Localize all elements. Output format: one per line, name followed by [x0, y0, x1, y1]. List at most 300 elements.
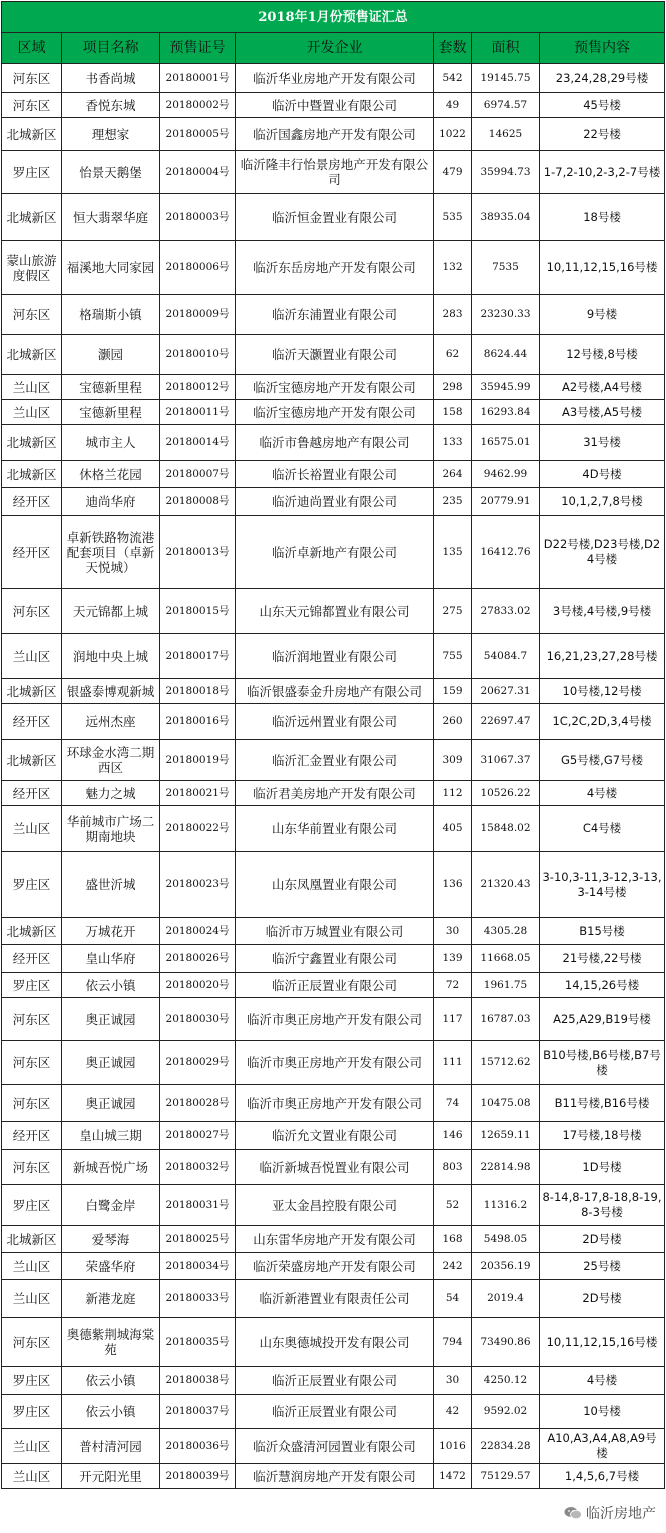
cell-area: 15712.62: [472, 1041, 540, 1085]
cell-district: 河东区: [2, 64, 62, 93]
cell-units: 159: [434, 679, 472, 704]
header-row: [2, 33, 665, 64]
cell-district: 经开区: [2, 781, 62, 806]
cell-units: 1016: [434, 1429, 472, 1464]
cell-project: 普村清河园: [62, 1429, 160, 1464]
cell-developer: 临沂正辰置业有限公司: [236, 1395, 434, 1429]
table-row: [2, 1253, 665, 1280]
cell-certificate: 20180034号: [160, 1253, 236, 1280]
cell-content: A25,A29,B19号楼: [540, 998, 665, 1041]
cell-developer: 临沂东岳房地产开发有限公司: [236, 241, 434, 295]
cell-district: 兰山区: [2, 375, 62, 400]
cell-developer: 山东华前置业有限公司: [236, 806, 434, 852]
cell-units: 803: [434, 1150, 472, 1185]
cell-district: 河东区: [2, 93, 62, 118]
cell-content: 1D号楼: [540, 1150, 665, 1185]
cell-developer: 临沂市奥正房地产开发有限公司: [236, 1041, 434, 1085]
cell-units: 72: [434, 973, 472, 998]
table-row: [2, 806, 665, 852]
table-row: [2, 64, 665, 93]
cell-certificate: 20180039号: [160, 1464, 236, 1489]
cell-content: 21号楼,22号楼: [540, 945, 665, 973]
table-row: [2, 1226, 665, 1253]
table-row: [2, 516, 665, 589]
cell-certificate: 20180024号: [160, 918, 236, 945]
cell-project: 银盛泰博观新城: [62, 679, 160, 704]
cell-certificate: 20180026号: [160, 945, 236, 973]
cell-developer: 临沂允文置业有限公司: [236, 1122, 434, 1150]
cell-district: 罗庄区: [2, 852, 62, 918]
cell-project: 理想家: [62, 118, 160, 151]
cell-project: 开元阳光里: [62, 1464, 160, 1489]
cell-district: 北城新区: [2, 1226, 62, 1253]
cell-area: 16787.03: [472, 998, 540, 1041]
cell-district: 兰山区: [2, 1253, 62, 1280]
cell-units: 112: [434, 781, 472, 806]
table-row: [2, 781, 665, 806]
cell-developer: 亚太金昌控股有限公司: [236, 1185, 434, 1226]
cell-content: 22号楼: [540, 118, 665, 151]
cell-units: 542: [434, 64, 472, 93]
cell-area: 10526.22: [472, 781, 540, 806]
cell-content: 31号楼: [540, 425, 665, 461]
cell-content: A3号楼,A5号楼: [540, 400, 665, 425]
cell-district: 河东区: [2, 998, 62, 1041]
cell-project: 宝德新里程: [62, 400, 160, 425]
cell-area: 12659.11: [472, 1122, 540, 1150]
cell-units: 136: [434, 852, 472, 918]
cell-project: 荣盛华府: [62, 1253, 160, 1280]
cell-certificate: 20180022号: [160, 806, 236, 852]
cell-project: 万城花开: [62, 918, 160, 945]
cell-units: 309: [434, 740, 472, 781]
header-developer: 开发企业: [236, 33, 434, 64]
cell-developer: 临沂市鲁越房地产有限公司: [236, 425, 434, 461]
table-row: [2, 93, 665, 118]
cell-certificate: 20180031号: [160, 1185, 236, 1226]
cell-developer: 临沂众盛清河园置业有限公司: [236, 1429, 434, 1464]
cell-certificate: 20180001号: [160, 64, 236, 93]
cell-district: 北城新区: [2, 425, 62, 461]
cell-units: 168: [434, 1226, 472, 1253]
cell-units: 111: [434, 1041, 472, 1085]
cell-project: 爱琴海: [62, 1226, 160, 1253]
cell-units: 1472: [434, 1464, 472, 1489]
cell-content: 2D号楼: [540, 1226, 665, 1253]
cell-certificate: 20180025号: [160, 1226, 236, 1253]
cell-content: 10号楼: [540, 1395, 665, 1429]
cell-district: 兰山区: [2, 634, 62, 679]
cell-project: 天元锦都上城: [62, 589, 160, 634]
cell-certificate: 20180003号: [160, 194, 236, 241]
cell-area: 4305.28: [472, 918, 540, 945]
cell-developer: 临沂新港置业有限责任公司: [236, 1280, 434, 1318]
cell-area: 22834.28: [472, 1429, 540, 1464]
cell-project: 恒大翡翠华庭: [62, 194, 160, 241]
cell-project: 卓新铁路物流港配套项目（卓新天悦城）: [62, 516, 160, 589]
cell-content: B10号楼,B6号楼,B7号楼: [540, 1041, 665, 1085]
cell-project: 香悦东城: [62, 93, 160, 118]
watermark-text: 临沂房地产: [586, 1506, 656, 1522]
table-row: [2, 241, 665, 295]
cell-developer: 临沂天灏置业有限公司: [236, 335, 434, 375]
cell-area: 6974.57: [472, 93, 540, 118]
cell-area: 23230.33: [472, 295, 540, 335]
cell-units: 405: [434, 806, 472, 852]
cell-project: 奥正诚园: [62, 1041, 160, 1085]
cell-certificate: 20180028号: [160, 1085, 236, 1122]
cell-area: 9462.99: [472, 461, 540, 488]
header-district: 区域: [2, 33, 62, 64]
cell-units: 139: [434, 945, 472, 973]
cell-units: 755: [434, 634, 472, 679]
cell-units: 535: [434, 194, 472, 241]
cell-area: 20356.19: [472, 1253, 540, 1280]
cell-content: B11号楼,B16号楼: [540, 1085, 665, 1122]
cell-project: 怡景天鹅堡: [62, 151, 160, 194]
cell-certificate: 20180009号: [160, 295, 236, 335]
cell-area: 5498.05: [472, 1226, 540, 1253]
table-row: [2, 194, 665, 241]
cell-area: 11316.2: [472, 1185, 540, 1226]
cell-content: 8-14,8-17,8-18,8-19,8-3号楼: [540, 1185, 665, 1226]
cell-units: 1022: [434, 118, 472, 151]
cell-units: 49: [434, 93, 472, 118]
cell-content: 4D号楼: [540, 461, 665, 488]
cell-developer: 临沂国鑫房地产开发有限公司: [236, 118, 434, 151]
cell-project: 依云小镇: [62, 1367, 160, 1395]
cell-developer: 临沂长裕置业有限公司: [236, 461, 434, 488]
cell-units: 479: [434, 151, 472, 194]
watermark: [562, 1503, 658, 1523]
cell-certificate: 20180007号: [160, 461, 236, 488]
cell-content: 4号楼: [540, 781, 665, 806]
header-project: 项目名称: [62, 33, 160, 64]
cell-area: 9592.02: [472, 1395, 540, 1429]
cell-units: 52: [434, 1185, 472, 1226]
cell-project: 皇山华府: [62, 945, 160, 973]
cell-developer: 临沂正辰置业有限公司: [236, 1367, 434, 1395]
cell-units: 283: [434, 295, 472, 335]
cell-area: 11668.05: [472, 945, 540, 973]
cell-district: 北城新区: [2, 335, 62, 375]
cell-district: 河东区: [2, 589, 62, 634]
cell-certificate: 20180012号: [160, 375, 236, 400]
cell-units: 133: [434, 425, 472, 461]
cell-units: 42: [434, 1395, 472, 1429]
cell-developer: 临沂市万城置业有限公司: [236, 918, 434, 945]
cell-units: 54: [434, 1280, 472, 1318]
cell-certificate: 20180038号: [160, 1367, 236, 1395]
cell-content: A2号楼,A4号楼: [540, 375, 665, 400]
cell-project: 魅力之城: [62, 781, 160, 806]
cell-units: 74: [434, 1085, 472, 1122]
header-certificate: 预售证号: [160, 33, 236, 64]
cell-content: 23,24,28,29号楼: [540, 64, 665, 93]
cell-certificate: 20180027号: [160, 1122, 236, 1150]
cell-district: 蒙山旅游度假区: [2, 241, 62, 295]
cell-content: 4号楼: [540, 1367, 665, 1395]
table-row: [2, 1367, 665, 1395]
table-row: [2, 918, 665, 945]
cell-district: 兰山区: [2, 1464, 62, 1489]
table-row: [2, 151, 665, 194]
cell-project: 奥正诚园: [62, 1085, 160, 1122]
cell-certificate: 20180032号: [160, 1150, 236, 1185]
cell-area: 10475.08: [472, 1085, 540, 1122]
table-row: [2, 740, 665, 781]
cell-area: 73490.86: [472, 1318, 540, 1367]
cell-project: 城市主人: [62, 425, 160, 461]
table-row: [2, 375, 665, 400]
table-row: [2, 1041, 665, 1085]
table-body: [2, 64, 665, 1489]
table-row: [2, 1280, 665, 1318]
cell-project: 灏园: [62, 335, 160, 375]
table-row: [2, 1429, 665, 1464]
cell-project: 奥正诚园: [62, 998, 160, 1041]
cell-developer: 临沂新城吾悦置业有限公司: [236, 1150, 434, 1185]
cell-units: 132: [434, 241, 472, 295]
cell-certificate: 20180016号: [160, 704, 236, 740]
table-row: [2, 118, 665, 151]
cell-district: 北城新区: [2, 740, 62, 781]
cell-certificate: 20180008号: [160, 488, 236, 516]
cell-project: 迪尚华府: [62, 488, 160, 516]
cell-certificate: 20180017号: [160, 634, 236, 679]
table-row: [2, 634, 665, 679]
cell-certificate: 20180019号: [160, 740, 236, 781]
cell-project: 盛世沂城: [62, 852, 160, 918]
cell-developer: 山东凤凰置业有限公司: [236, 852, 434, 918]
table-row: [2, 679, 665, 704]
cell-developer: 临沂汇金置业有限公司: [236, 740, 434, 781]
cell-area: 38935.04: [472, 194, 540, 241]
cell-content: 1,4,5,6,7号楼: [540, 1464, 665, 1489]
cell-area: 35945.99: [472, 375, 540, 400]
cell-district: 兰山区: [2, 806, 62, 852]
cell-project: 宝德新里程: [62, 375, 160, 400]
cell-area: 1961.75: [472, 973, 540, 998]
cell-district: 北城新区: [2, 918, 62, 945]
cell-developer: 临沂远州置业有限公司: [236, 704, 434, 740]
cell-units: 298: [434, 375, 472, 400]
cell-district: 罗庄区: [2, 973, 62, 998]
cell-developer: 临沂宝德房地产开发有限公司: [236, 375, 434, 400]
cell-certificate: 20180033号: [160, 1280, 236, 1318]
cell-developer: 临沂银盛泰金升房地产有限公司: [236, 679, 434, 704]
table-row: [2, 589, 665, 634]
cell-certificate: 20180021号: [160, 781, 236, 806]
cell-district: 兰山区: [2, 400, 62, 425]
cell-content: 1C,2C,2D,3,4号楼: [540, 704, 665, 740]
cell-district: 罗庄区: [2, 1367, 62, 1395]
cell-certificate: 20180002号: [160, 93, 236, 118]
cell-developer: 临沂市奥正房地产开发有限公司: [236, 998, 434, 1041]
cell-project: 依云小镇: [62, 973, 160, 998]
cell-content: 14,15,26号楼: [540, 973, 665, 998]
cell-developer: 山东奥德城投开发有限公司: [236, 1318, 434, 1367]
cell-district: 经开区: [2, 1122, 62, 1150]
cell-certificate: 20180011号: [160, 400, 236, 425]
cell-developer: 临沂恒金置业有限公司: [236, 194, 434, 241]
table-row: [2, 1085, 665, 1122]
cell-content: 1-7,2-10,2-3,2-7号楼: [540, 151, 665, 194]
cell-area: 31067.37: [472, 740, 540, 781]
cell-district: 罗庄区: [2, 1395, 62, 1429]
cell-district: 经开区: [2, 516, 62, 589]
cell-content: 10号楼,12号楼: [540, 679, 665, 704]
cell-district: 北城新区: [2, 118, 62, 151]
cell-content: 25号楼: [540, 1253, 665, 1280]
cell-content: C4号楼: [540, 806, 665, 852]
cell-area: 16575.01: [472, 425, 540, 461]
cell-area: 19145.75: [472, 64, 540, 93]
cell-content: 9号楼: [540, 295, 665, 335]
cell-district: 北城新区: [2, 461, 62, 488]
cell-developer: 临沂华业房地产开发有限公司: [236, 64, 434, 93]
cell-developer: 临沂卓新地产有限公司: [236, 516, 434, 589]
cell-area: 7535: [472, 241, 540, 295]
cell-content: D22号楼,D23号楼,D24号楼: [540, 516, 665, 589]
cell-developer: 临沂东浦置业有限公司: [236, 295, 434, 335]
cell-certificate: 20180005号: [160, 118, 236, 151]
table-row: [2, 400, 665, 425]
cell-content: 3-10,3-11,3-12,3-13,3-14号楼: [540, 852, 665, 918]
table-row: [2, 1395, 665, 1429]
cell-certificate: 20180029号: [160, 1041, 236, 1085]
header-units: 套数: [434, 33, 472, 64]
table-row: [2, 295, 665, 335]
cell-area: 16293.84: [472, 400, 540, 425]
cell-district: 北城新区: [2, 679, 62, 704]
cell-content: 10,1,2,7,8号楼: [540, 488, 665, 516]
table-row: [2, 488, 665, 516]
cell-district: 河东区: [2, 1150, 62, 1185]
cell-certificate: 20180013号: [160, 516, 236, 589]
cell-project: 润地中央上城: [62, 634, 160, 679]
wechat-icon: [564, 1506, 582, 1520]
cell-district: 河东区: [2, 1041, 62, 1085]
cell-district: 罗庄区: [2, 151, 62, 194]
table-row: [2, 852, 665, 918]
cell-district: 河东区: [2, 1318, 62, 1367]
cell-project: 新城吾悦广场: [62, 1150, 160, 1185]
cell-certificate: 20180023号: [160, 852, 236, 918]
cell-developer: 山东天元锦都置业有限公司: [236, 589, 434, 634]
cell-district: 兰山区: [2, 1280, 62, 1318]
cell-units: 242: [434, 1253, 472, 1280]
cell-certificate: 20180036号: [160, 1429, 236, 1464]
cell-project: 格瑞斯小镇: [62, 295, 160, 335]
table-row: [2, 425, 665, 461]
cell-content: 10,11,12,15,16号楼: [540, 1318, 665, 1367]
cell-project: 休格兰花园: [62, 461, 160, 488]
table-title: 2018年1月份预售证汇总: [2, 2, 665, 33]
cell-area: 21320.43: [472, 852, 540, 918]
cell-project: 奥德紫荆城海棠苑: [62, 1318, 160, 1367]
cell-units: 264: [434, 461, 472, 488]
cell-units: 117: [434, 998, 472, 1041]
table-row: [2, 461, 665, 488]
cell-certificate: 20180035号: [160, 1318, 236, 1367]
cell-district: 河东区: [2, 1085, 62, 1122]
table-row: [2, 704, 665, 740]
cell-project: 新港龙庭: [62, 1280, 160, 1318]
cell-project: 环球金水湾二期西区: [62, 740, 160, 781]
cell-units: 146: [434, 1122, 472, 1150]
cell-developer: 临沂润地置业有限公司: [236, 634, 434, 679]
cell-developer: 临沂宁鑫置业有限公司: [236, 945, 434, 973]
cell-project: 书香尚城: [62, 64, 160, 93]
cell-units: 260: [434, 704, 472, 740]
cell-district: 经开区: [2, 488, 62, 516]
cell-developer: 临沂慧润房地产开发有限公司: [236, 1464, 434, 1489]
cell-area: 15848.02: [472, 806, 540, 852]
cell-project: 远州杰座: [62, 704, 160, 740]
cell-certificate: 20180018号: [160, 679, 236, 704]
cell-district: 河东区: [2, 295, 62, 335]
cell-developer: 临沂荣盛房地产开发有限公司: [236, 1253, 434, 1280]
cell-area: 20779.91: [472, 488, 540, 516]
cell-area: 20627.31: [472, 679, 540, 704]
cell-developer: 临沂迪尚置业有限公司: [236, 488, 434, 516]
cell-content: 16,21,23,27,28号楼: [540, 634, 665, 679]
table-row: [2, 998, 665, 1041]
cell-units: 30: [434, 1367, 472, 1395]
cell-content: 17号楼,18号楼: [540, 1122, 665, 1150]
cell-certificate: 20180020号: [160, 973, 236, 998]
cell-project: 白鹭金岸: [62, 1185, 160, 1226]
cell-units: 158: [434, 400, 472, 425]
cell-area: 2019.4: [472, 1280, 540, 1318]
cell-units: 30: [434, 918, 472, 945]
cell-district: 经开区: [2, 704, 62, 740]
cell-content: A10,A3,A4,A8,A9号楼: [540, 1429, 665, 1464]
cell-area: 16412.76: [472, 516, 540, 589]
table-row: [2, 945, 665, 973]
cell-developer: 临沂市奥正房地产开发有限公司: [236, 1085, 434, 1122]
header-content: 预售内容: [540, 33, 665, 64]
table-row: [2, 1464, 665, 1489]
cell-developer: 临沂宝德房地产开发有限公司: [236, 400, 434, 425]
cell-area: 54084.7: [472, 634, 540, 679]
cell-units: 275: [434, 589, 472, 634]
cell-content: 3号楼,4号楼,9号楼: [540, 589, 665, 634]
cell-area: 35994.73: [472, 151, 540, 194]
cell-district: 兰山区: [2, 1429, 62, 1464]
cell-content: 45号楼: [540, 93, 665, 118]
cell-developer: 临沂隆丰行怡景房地产开发有限公司: [236, 151, 434, 194]
cell-certificate: 20180006号: [160, 241, 236, 295]
cell-certificate: 20180014号: [160, 425, 236, 461]
cell-developer: 山东雷华房地产开发有限公司: [236, 1226, 434, 1253]
cell-content: 10,11,12,15,16号楼: [540, 241, 665, 295]
cell-area: 75129.57: [472, 1464, 540, 1489]
cell-district: 北城新区: [2, 194, 62, 241]
cell-area: 22697.47: [472, 704, 540, 740]
table-row: [2, 973, 665, 998]
cell-certificate: 20180030号: [160, 998, 236, 1041]
cell-area: 27833.02: [472, 589, 540, 634]
cell-content: 2D号楼: [540, 1280, 665, 1318]
cell-certificate: 20180010号: [160, 335, 236, 375]
cell-content: 12号楼,8号楼: [540, 335, 665, 375]
cell-project: 皇山城三期: [62, 1122, 160, 1150]
cell-district: 罗庄区: [2, 1185, 62, 1226]
cell-certificate: 20180004号: [160, 151, 236, 194]
cell-developer: 临沂君美房地产开发有限公司: [236, 781, 434, 806]
